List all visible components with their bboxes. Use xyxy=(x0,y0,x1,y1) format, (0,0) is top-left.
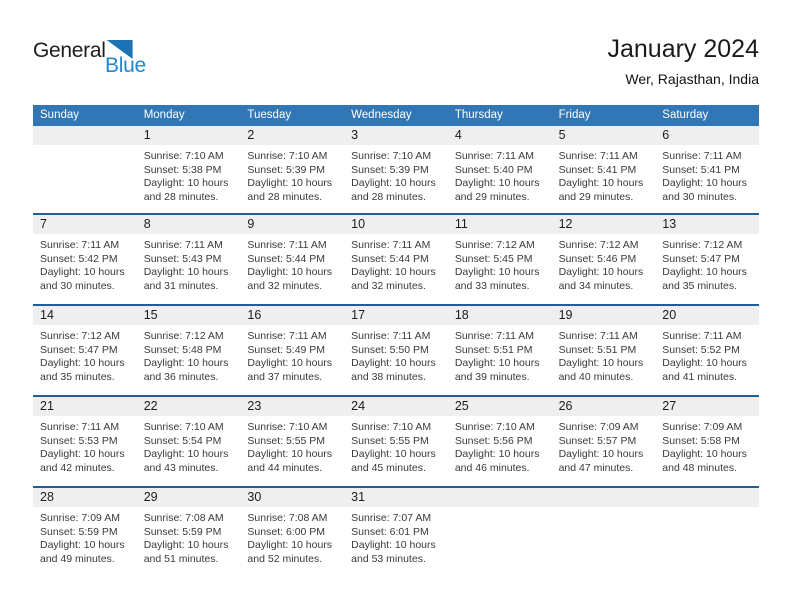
sunrise-text: Sunrise: 7:09 AM xyxy=(558,421,639,433)
day-cell xyxy=(137,126,241,213)
day-details xyxy=(448,234,552,293)
daylight-text-line2: and 28 minutes. xyxy=(143,190,219,203)
day-cell xyxy=(137,397,241,486)
day-details xyxy=(33,234,137,293)
dow-header-sunday: Sunday xyxy=(40,109,80,121)
day-details xyxy=(137,507,241,566)
daylight-text-line2: and 52 minutes. xyxy=(247,552,323,565)
sunset-text: Sunset: 5:51 PM xyxy=(558,343,637,356)
day-cell xyxy=(448,397,552,486)
day-cell xyxy=(33,126,137,213)
day-details xyxy=(240,507,344,566)
sunset-text: Sunset: 6:01 PM xyxy=(351,525,429,538)
sunrise-text: Sunrise: 7:12 AM xyxy=(143,330,224,342)
day-details xyxy=(655,325,759,384)
day-cell xyxy=(344,126,448,213)
day-cell xyxy=(448,306,552,395)
daylight-text-line2: and 34 minutes. xyxy=(558,279,634,292)
day-number: 29 xyxy=(137,488,241,507)
daylight-text-line1: Daylight: 10 hours xyxy=(351,539,436,551)
day-number: 31 xyxy=(344,488,448,507)
day-cell xyxy=(240,215,344,304)
daylight-text-line2: and 31 minutes. xyxy=(143,279,219,292)
sunset-text: Sunset: 5:49 PM xyxy=(247,343,326,356)
day-details xyxy=(552,507,656,512)
daylight-text-line2: and 32 minutes. xyxy=(351,279,426,292)
daylight-text-line2: and 29 minutes. xyxy=(454,190,530,203)
daylight-text-line1: Daylight: 10 hours xyxy=(247,539,333,551)
day-cell xyxy=(655,488,759,577)
daylight-text-line2: and 35 minutes. xyxy=(40,370,115,383)
sunrise-text: Sunrise: 7:11 AM xyxy=(454,330,535,342)
day-number: 22 xyxy=(137,397,241,416)
day-number: 26 xyxy=(552,397,656,416)
daylight-text-line1: Daylight: 10 hours xyxy=(662,448,747,460)
sunset-text: Sunset: 5:40 PM xyxy=(454,163,533,176)
day-cell xyxy=(552,215,656,304)
sunset-text: Sunset: 5:57 PM xyxy=(558,434,637,447)
sunset-text: Sunset: 5:56 PM xyxy=(454,434,533,447)
daylight-text-line1: Daylight: 10 hours xyxy=(143,448,229,460)
day-cell xyxy=(552,306,656,395)
sunrise-text: Sunrise: 7:08 AM xyxy=(143,512,224,524)
day-number: 5 xyxy=(552,126,656,145)
day-details xyxy=(33,507,137,566)
daylight-text-line2: and 49 minutes. xyxy=(40,552,115,565)
daylight-text-line1: Daylight: 10 hours xyxy=(351,448,436,460)
day-number: 14 xyxy=(33,306,137,325)
day-number: 7 xyxy=(33,215,137,234)
day-of-week-header xyxy=(33,105,759,126)
day-number: 28 xyxy=(33,488,137,507)
sunrise-text: Sunrise: 7:11 AM xyxy=(247,239,327,251)
day-cell xyxy=(33,397,137,486)
daylight-text-line1: Daylight: 10 hours xyxy=(558,266,644,278)
week-row-5 xyxy=(33,486,759,577)
day-details xyxy=(240,325,344,384)
day-details xyxy=(137,145,241,204)
daylight-text-line1: Daylight: 10 hours xyxy=(454,357,540,369)
day-details xyxy=(655,145,759,204)
daylight-text-line2: and 53 minutes. xyxy=(351,552,426,565)
sunset-text: Sunset: 5:47 PM xyxy=(662,252,740,265)
daylight-text-line1: Daylight: 10 hours xyxy=(558,177,644,189)
daylight-text-line2: and 39 minutes. xyxy=(454,370,530,383)
day-number: 19 xyxy=(552,306,656,325)
sunset-text: Sunset: 5:55 PM xyxy=(351,434,429,447)
daylight-text-line1: Daylight: 10 hours xyxy=(454,266,540,278)
daylight-text-line2: and 28 minutes. xyxy=(247,190,323,203)
sunrise-text: Sunrise: 7:10 AM xyxy=(351,150,432,162)
daylight-text-line2: and 30 minutes. xyxy=(40,279,115,292)
sunrise-text: Sunrise: 7:10 AM xyxy=(143,150,224,162)
daylight-text-line1: Daylight: 10 hours xyxy=(40,357,125,369)
daylight-text-line2: and 42 minutes. xyxy=(40,461,115,474)
day-number: 3 xyxy=(344,126,448,145)
daylight-text-line1: Daylight: 10 hours xyxy=(143,266,229,278)
daylight-text-line2: and 48 minutes. xyxy=(662,461,737,474)
daylight-text-line1: Daylight: 10 hours xyxy=(40,539,125,551)
daylight-text-line1: Daylight: 10 hours xyxy=(558,448,644,460)
month-title: January 2024 xyxy=(607,35,759,63)
general-blue-logo xyxy=(33,40,146,79)
dow-header-friday: Friday xyxy=(558,109,591,121)
sunset-text: Sunset: 5:38 PM xyxy=(143,163,222,176)
daylight-text-line2: and 45 minutes. xyxy=(351,461,426,474)
day-number: 23 xyxy=(240,397,344,416)
day-number: 1 xyxy=(137,126,241,145)
sunrise-text: Sunrise: 7:08 AM xyxy=(247,512,328,524)
daylight-text-line1: Daylight: 10 hours xyxy=(143,539,229,551)
day-cell xyxy=(33,215,137,304)
daylight-text-line1: Daylight: 10 hours xyxy=(662,266,747,278)
sunrise-text: Sunrise: 7:11 AM xyxy=(662,330,742,342)
day-details xyxy=(655,507,759,512)
day-details xyxy=(137,234,241,293)
daylight-text-line2: and 47 minutes. xyxy=(558,461,634,474)
sunrise-text: Sunrise: 7:07 AM xyxy=(351,512,432,524)
sunrise-text: Sunrise: 7:11 AM xyxy=(351,330,431,342)
day-number xyxy=(33,126,137,145)
day-number: 13 xyxy=(655,215,759,234)
daylight-text-line1: Daylight: 10 hours xyxy=(247,448,333,460)
sunrise-text: Sunrise: 7:09 AM xyxy=(40,512,120,524)
day-cell xyxy=(448,126,552,213)
sunset-text: Sunset: 5:50 PM xyxy=(351,343,429,356)
day-cell xyxy=(344,397,448,486)
location-subtitle: Wer, Rajasthan, India xyxy=(625,71,759,87)
day-cell xyxy=(344,215,448,304)
daylight-text-line2: and 41 minutes. xyxy=(662,370,737,383)
sunset-text: Sunset: 5:59 PM xyxy=(143,525,222,538)
sunset-text: Sunset: 5:44 PM xyxy=(247,252,326,265)
day-number: 2 xyxy=(240,126,344,145)
sunrise-text: Sunrise: 7:11 AM xyxy=(351,239,431,251)
daylight-text-line1: Daylight: 10 hours xyxy=(143,177,229,189)
day-details xyxy=(655,234,759,293)
daylight-text-line2: and 28 minutes. xyxy=(351,190,426,203)
day-number: 4 xyxy=(448,126,552,145)
day-number: 16 xyxy=(240,306,344,325)
day-details xyxy=(240,416,344,475)
sunrise-text: Sunrise: 7:11 AM xyxy=(558,330,638,342)
sunset-text: Sunset: 5:45 PM xyxy=(454,252,533,265)
sunrise-text: Sunrise: 7:11 AM xyxy=(558,150,638,162)
day-details xyxy=(344,145,448,204)
daylight-text-line1: Daylight: 10 hours xyxy=(351,177,436,189)
day-details xyxy=(240,234,344,293)
sunrise-text: Sunrise: 7:12 AM xyxy=(40,330,120,342)
sunset-text: Sunset: 5:39 PM xyxy=(351,163,429,176)
daylight-text-line2: and 38 minutes. xyxy=(351,370,426,383)
day-number: 9 xyxy=(240,215,344,234)
day-cell xyxy=(655,397,759,486)
day-number: 11 xyxy=(448,215,552,234)
day-details xyxy=(33,145,137,150)
day-details xyxy=(448,325,552,384)
day-details xyxy=(552,145,656,204)
sunrise-text: Sunrise: 7:12 AM xyxy=(558,239,639,251)
sunrise-text: Sunrise: 7:11 AM xyxy=(40,421,120,433)
sunset-text: Sunset: 5:39 PM xyxy=(247,163,326,176)
dow-header-saturday: Saturday xyxy=(662,109,709,121)
sunset-text: Sunset: 5:41 PM xyxy=(558,163,637,176)
day-cell xyxy=(552,397,656,486)
day-details xyxy=(33,416,137,475)
day-number: 30 xyxy=(240,488,344,507)
week-row-3 xyxy=(33,304,759,395)
day-details xyxy=(240,145,344,204)
day-details xyxy=(137,325,241,384)
sunset-text: Sunset: 5:43 PM xyxy=(143,252,222,265)
day-number: 17 xyxy=(344,306,448,325)
sunset-text: Sunset: 5:46 PM xyxy=(558,252,637,265)
day-number: 20 xyxy=(655,306,759,325)
day-cell xyxy=(33,306,137,395)
sunrise-text: Sunrise: 7:10 AM xyxy=(143,421,224,433)
calendar-table xyxy=(33,105,759,577)
daylight-text-line2: and 51 minutes. xyxy=(143,552,219,565)
day-cell xyxy=(240,397,344,486)
sunrise-text: Sunrise: 7:11 AM xyxy=(247,330,327,342)
sunset-text: Sunset: 5:47 PM xyxy=(40,343,118,356)
daylight-text-line2: and 35 minutes. xyxy=(662,279,737,292)
day-number: 27 xyxy=(655,397,759,416)
daylight-text-line1: Daylight: 10 hours xyxy=(351,357,436,369)
day-cell xyxy=(33,488,137,577)
day-details xyxy=(344,325,448,384)
daylight-text-line1: Daylight: 10 hours xyxy=(40,448,125,460)
sunset-text: Sunset: 5:59 PM xyxy=(40,525,118,538)
day-cell xyxy=(448,488,552,577)
daylight-text-line2: and 32 minutes. xyxy=(247,279,323,292)
sunset-text: Sunset: 5:51 PM xyxy=(454,343,533,356)
day-cell xyxy=(137,488,241,577)
day-number: 15 xyxy=(137,306,241,325)
day-details xyxy=(33,325,137,384)
daylight-text-line1: Daylight: 10 hours xyxy=(662,357,747,369)
day-cell xyxy=(240,306,344,395)
sunrise-text: Sunrise: 7:11 AM xyxy=(143,239,223,251)
day-number: 8 xyxy=(137,215,241,234)
day-cell xyxy=(552,126,656,213)
daylight-text-line2: and 40 minutes. xyxy=(558,370,634,383)
sunset-text: Sunset: 5:48 PM xyxy=(143,343,222,356)
dow-header-monday: Monday xyxy=(143,109,185,121)
dow-header-thursday: Thursday xyxy=(454,109,503,121)
daylight-text-line1: Daylight: 10 hours xyxy=(247,177,333,189)
day-cell xyxy=(240,488,344,577)
daylight-text-line1: Daylight: 10 hours xyxy=(247,266,333,278)
day-cell xyxy=(137,306,241,395)
day-number: 6 xyxy=(655,126,759,145)
day-number: 21 xyxy=(33,397,137,416)
daylight-text-line2: and 37 minutes. xyxy=(247,370,323,383)
week-row-2 xyxy=(33,213,759,304)
day-number xyxy=(552,488,656,507)
daylight-text-line2: and 33 minutes. xyxy=(454,279,530,292)
day-details xyxy=(137,416,241,475)
sunrise-text: Sunrise: 7:09 AM xyxy=(662,421,743,433)
sunset-text: Sunset: 6:00 PM xyxy=(247,525,326,538)
day-details xyxy=(448,145,552,204)
daylight-text-line1: Daylight: 10 hours xyxy=(351,266,436,278)
week-row-1 xyxy=(33,126,759,213)
day-cell xyxy=(552,488,656,577)
sunset-text: Sunset: 5:42 PM xyxy=(40,252,118,265)
day-cell xyxy=(344,306,448,395)
sunset-text: Sunset: 5:54 PM xyxy=(143,434,222,447)
day-details xyxy=(344,507,448,566)
sunset-text: Sunset: 5:55 PM xyxy=(247,434,326,447)
daylight-text-line1: Daylight: 10 hours xyxy=(454,448,540,460)
daylight-text-line1: Daylight: 10 hours xyxy=(454,177,540,189)
sunrise-text: Sunrise: 7:11 AM xyxy=(454,150,535,162)
logo-word-general: General xyxy=(33,39,106,62)
daylight-text-line1: Daylight: 10 hours xyxy=(662,177,747,189)
sunrise-text: Sunrise: 7:12 AM xyxy=(454,239,535,251)
day-details xyxy=(655,416,759,475)
daylight-text-line1: Daylight: 10 hours xyxy=(143,357,229,369)
daylight-text-line1: Daylight: 10 hours xyxy=(247,357,333,369)
day-cell xyxy=(655,215,759,304)
daylight-text-line2: and 46 minutes. xyxy=(454,461,530,474)
day-cell xyxy=(344,488,448,577)
sunrise-text: Sunrise: 7:10 AM xyxy=(247,150,328,162)
day-number: 12 xyxy=(552,215,656,234)
day-cell xyxy=(240,126,344,213)
daylight-text-line1: Daylight: 10 hours xyxy=(40,266,125,278)
sunset-text: Sunset: 5:58 PM xyxy=(662,434,740,447)
title-block xyxy=(607,34,759,87)
day-details xyxy=(448,507,552,512)
day-details xyxy=(552,325,656,384)
day-number: 10 xyxy=(344,215,448,234)
day-cell xyxy=(655,126,759,213)
sunrise-text: Sunrise: 7:12 AM xyxy=(662,239,743,251)
day-details xyxy=(552,234,656,293)
day-details xyxy=(448,416,552,475)
sunset-text: Sunset: 5:52 PM xyxy=(662,343,740,356)
sunrise-text: Sunrise: 7:11 AM xyxy=(662,150,742,162)
dow-header-tuesday: Tuesday xyxy=(247,109,292,121)
day-number xyxy=(448,488,552,507)
day-number: 24 xyxy=(344,397,448,416)
daylight-text-line2: and 29 minutes. xyxy=(558,190,634,203)
sunrise-text: Sunrise: 7:10 AM xyxy=(351,421,432,433)
sunset-text: Sunset: 5:44 PM xyxy=(351,252,429,265)
day-details xyxy=(552,416,656,475)
daylight-text-line2: and 36 minutes. xyxy=(143,370,219,383)
sunrise-text: Sunrise: 7:11 AM xyxy=(40,239,120,251)
daylight-text-line2: and 43 minutes. xyxy=(143,461,219,474)
logo-word-blue: Blue xyxy=(105,54,146,77)
day-cell xyxy=(655,306,759,395)
daylight-text-line2: and 30 minutes. xyxy=(662,190,737,203)
dow-header-wednesday: Wednesday xyxy=(351,109,412,121)
day-number: 25 xyxy=(448,397,552,416)
day-details xyxy=(344,234,448,293)
daylight-text-line1: Daylight: 10 hours xyxy=(558,357,644,369)
daylight-text-line2: and 44 minutes. xyxy=(247,461,323,474)
week-row-4 xyxy=(33,395,759,486)
sunset-text: Sunset: 5:53 PM xyxy=(40,434,118,447)
day-details xyxy=(344,416,448,475)
sunrise-text: Sunrise: 7:10 AM xyxy=(454,421,535,433)
sunset-text: Sunset: 5:41 PM xyxy=(662,163,740,176)
sunrise-text: Sunrise: 7:10 AM xyxy=(247,421,328,433)
day-number xyxy=(655,488,759,507)
day-number: 18 xyxy=(448,306,552,325)
day-cell xyxy=(137,215,241,304)
day-cell xyxy=(448,215,552,304)
